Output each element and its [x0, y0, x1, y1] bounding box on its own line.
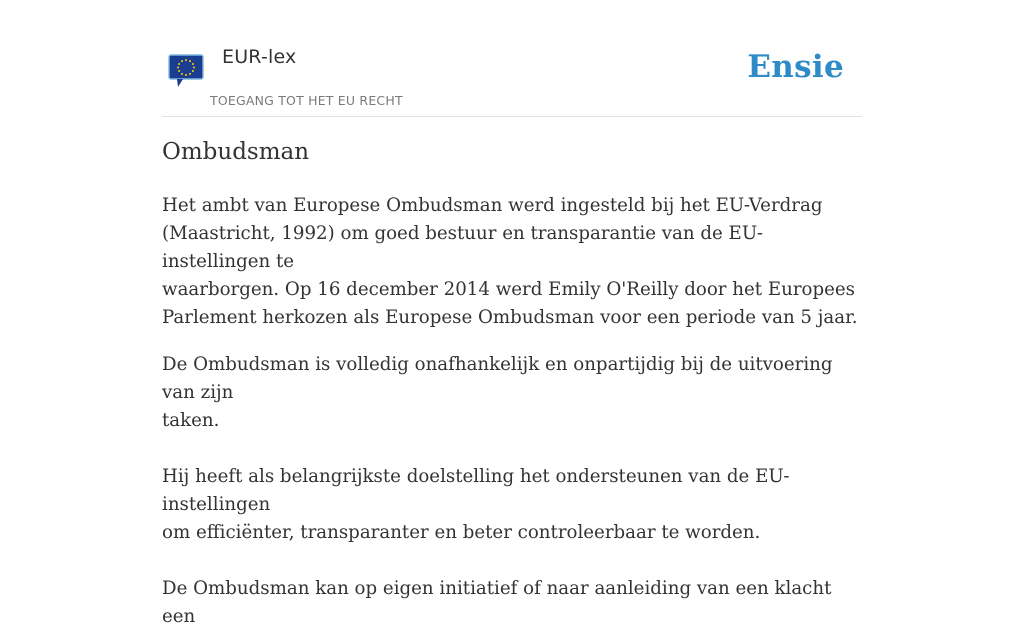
brand-tagline: TOEGANG TOT HET EU RECHT: [210, 93, 403, 108]
eu-flag-speech-bubble-icon: [168, 54, 204, 88]
site-header: [162, 0, 862, 117]
page: [162, 0, 862, 627]
site-logo[interactable]: Ensie: [747, 49, 844, 85]
brand-name[interactable]: EUR-lex: [222, 46, 297, 68]
article-paragraph: De Ombudsman is volledig onafhankelijk en onpartijdig bij de uitvoering van zijn taken. Hij heeft als belangrijkste doelstelling het ondersteunen van de EU-instellingen om efficiënter, transparanter en beter controleerbaar te worden. De Ombudsman kan op eigen initiatief of naar aanleiding van een klacht een: [162, 354, 833, 627]
article-title: Ombudsman: [162, 139, 310, 165]
article-paragraph: Het ambt van Europese Ombudsman werd ingesteld bij het EU-Verdrag (Maastricht, 1992) om goed bestuur en transparantie van de EU-instellingen te waarborgen. Op 16 december 2014 werd Emily O'Reilly door het Europees Parlement herkozen als Europese Ombudsman voor een periode van 5 jaar.: [162, 195, 858, 328]
article-body: [162, 192, 862, 631]
